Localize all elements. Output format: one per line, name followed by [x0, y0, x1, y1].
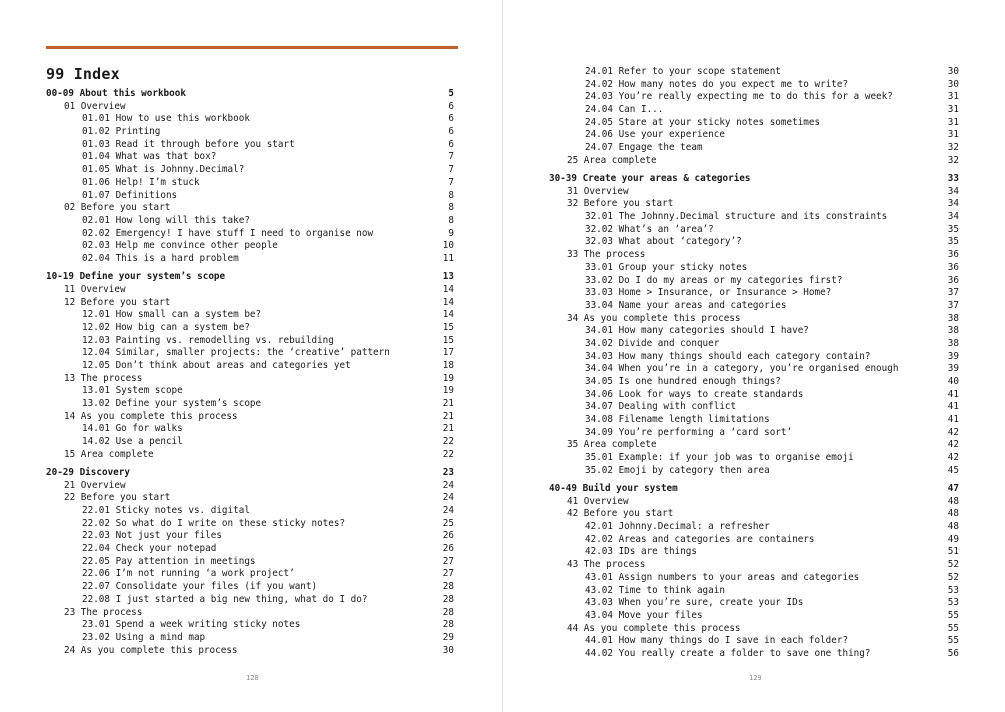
index-id-entry	[46, 240, 454, 253]
index-id-entry	[549, 648, 959, 661]
entry-page-number: 6	[448, 138, 454, 150]
entry-label: 12.05 Don’t think about areas and categories yet	[82, 359, 351, 371]
entry-page-number: 35	[947, 223, 959, 235]
index-category-entry	[46, 373, 454, 386]
header-rule	[46, 46, 458, 49]
entry-page-number: 28	[442, 619, 454, 631]
index-id-entry	[46, 581, 454, 594]
index-id-entry	[46, 322, 454, 335]
index-id-entry	[549, 262, 959, 275]
entry-label: 02 Before you start	[64, 202, 171, 214]
entry-page-number: 36	[947, 261, 959, 273]
index-area-entry	[46, 271, 454, 284]
index-id-entry	[46, 632, 454, 645]
index-id-entry	[549, 521, 959, 534]
entry-label: 32.03 What about ‘category’?	[585, 236, 742, 248]
entry-label: 33.01 Group your sticky notes	[585, 261, 748, 273]
index-id-entry	[46, 151, 454, 164]
index-id-entry	[549, 401, 959, 414]
entry-label: 02.02 Emergency! I have stuff I need to organise now	[82, 227, 374, 239]
entry-label: 24.04 Can I...	[585, 104, 664, 116]
entry-label: 01.01 How to use this workbook	[82, 113, 250, 125]
entry-page-number: 33	[947, 173, 959, 184]
entry-page-number: 21	[442, 423, 454, 435]
entry-label: 32 Before you start	[567, 198, 674, 210]
entry-page-number: 34	[947, 185, 959, 197]
index-id-entry	[46, 309, 454, 322]
index-id-entry	[549, 287, 959, 300]
entry-page-number: 42	[947, 426, 959, 438]
entry-label: 42.01 Johnny.Decimal: a refresher	[585, 521, 770, 533]
entry-label: 01.05 What is Johnny.Decimal?	[82, 164, 245, 176]
entry-page-number: 53	[947, 597, 959, 609]
entry-page-number: 55	[947, 622, 959, 634]
entry-label: 24.02 How many notes do you expect me to write?	[585, 78, 849, 90]
index-category-entry	[46, 492, 454, 505]
entry-label: 34 As you complete this process	[567, 312, 741, 324]
entry-page-number: 23	[442, 466, 454, 478]
entry-page-number: 30	[442, 644, 454, 656]
entry-label: 25 Area complete	[567, 154, 657, 166]
entry-label: 01.03 Read it through before you start	[82, 138, 295, 150]
entry-label: 34.03 How many things should each category contain?	[585, 350, 871, 362]
index-id-entry	[549, 104, 959, 117]
entry-page-number: 28	[442, 581, 454, 593]
index-id-entry	[549, 300, 959, 313]
index-category-entry	[549, 198, 959, 211]
index-id-entry	[46, 228, 454, 241]
entry-label: 21 Overview	[64, 479, 126, 491]
index-id-entry	[46, 177, 454, 190]
index-category-entry	[46, 645, 454, 658]
entry-label: 01.07 Definitions	[82, 189, 178, 201]
entry-label: 00-09 About this workbook	[46, 88, 186, 99]
entry-label: 43.03 When you’re sure, create your IDs	[585, 597, 804, 609]
index-id-entry	[549, 452, 959, 465]
entry-page-number: 25	[442, 517, 454, 529]
entry-page-number: 17	[442, 347, 454, 359]
entry-page-number: 27	[442, 555, 454, 567]
index-id-entry	[549, 79, 959, 92]
index-id-entry	[549, 338, 959, 351]
entry-label: 35.02 Emoji by category then area	[585, 464, 770, 476]
entry-label: 44 As you complete this process	[567, 622, 741, 634]
entry-label: 22.01 Sticky notes vs. digital	[82, 505, 250, 516]
entry-label: 23 The process	[64, 606, 143, 618]
entry-label: 32.01 The Johnny.Decimal structure and its constraints	[585, 211, 888, 223]
index-title: 99 Index	[46, 65, 120, 83]
page-number: 128	[246, 674, 259, 682]
entry-label: 34.07 Dealing with conflict	[585, 401, 737, 413]
entry-label: 33 The process	[567, 249, 646, 261]
entry-label: 30-39 Create your areas & categories	[549, 173, 751, 184]
entry-page-number: 6	[448, 100, 454, 112]
entry-page-number: 31	[947, 91, 959, 103]
entry-page-number: 37	[947, 299, 959, 311]
entry-label: 01.04 What was that box?	[82, 151, 217, 163]
index-category-entry	[46, 202, 454, 215]
entry-label: 34.09 You’re performing a ‘card sort’	[585, 426, 793, 438]
index-id-entry	[549, 389, 959, 402]
entry-page-number: 7	[448, 176, 454, 188]
entry-page-number: 15	[442, 321, 454, 333]
entry-label: 13.02 Define your system’s scope	[82, 398, 262, 409]
index-id-entry	[549, 224, 959, 237]
entry-page-number: 18	[442, 359, 454, 371]
index-id-entry	[46, 505, 454, 518]
index-id-entry	[549, 236, 959, 249]
index-id-entry	[46, 190, 454, 203]
entry-page-number: 31	[947, 116, 959, 128]
index-category-entry	[549, 155, 959, 168]
entry-label: 02.01 How long will this take?	[82, 214, 250, 226]
index-category-entry	[549, 313, 959, 326]
entry-label: 24.05 Stare at your sticky notes sometimes	[585, 116, 821, 128]
entry-page-number: 7	[448, 164, 454, 176]
index-id-entry	[46, 253, 454, 266]
entry-page-number: 19	[442, 385, 454, 397]
entry-label: 12.02 How big can a system be?	[82, 321, 250, 333]
entry-page-number: 30	[947, 78, 959, 90]
index-id-entry	[46, 436, 454, 449]
index-category-entry	[46, 297, 454, 310]
entry-label: 14 As you complete this process	[64, 410, 238, 422]
entry-page-number: 22	[442, 448, 454, 460]
entry-page-number: 26	[442, 530, 454, 542]
entry-label: 34.04 When you’re in a category, you’re organised enough	[585, 363, 899, 375]
entry-page-number: 35	[947, 236, 959, 248]
index-id-entry	[549, 351, 959, 364]
index-category-entry	[46, 411, 454, 424]
index-area-entry	[549, 483, 959, 496]
entry-page-number: 41	[947, 388, 959, 400]
index-category-entry	[46, 607, 454, 620]
index-id-entry	[549, 376, 959, 389]
index-id-entry	[46, 126, 454, 139]
entry-page-number: 5	[448, 88, 454, 99]
entry-page-number: 8	[448, 202, 454, 214]
entry-label: 32.02 What’s an ‘area’?	[585, 223, 714, 235]
entry-page-number: 28	[442, 606, 454, 618]
index-id-entry	[549, 585, 959, 598]
entry-page-number: 24	[442, 479, 454, 491]
entry-label: 22.07 Consolidate your files (if you want)	[82, 581, 318, 593]
entry-page-number: 8	[448, 214, 454, 226]
index-category-entry	[549, 496, 959, 509]
entry-page-number: 28	[442, 593, 454, 605]
entry-label: 22 Before you start	[64, 492, 171, 504]
entry-page-number: 39	[947, 363, 959, 375]
entry-page-number: 8	[448, 189, 454, 201]
entry-label: 43 The process	[567, 559, 646, 571]
entry-label: 34.01 How many categories should I have?	[585, 325, 809, 337]
entry-label: 35 Area complete	[567, 439, 657, 451]
entry-label: 31 Overview	[567, 185, 629, 197]
index-id-entry	[46, 385, 454, 398]
entry-label: 22.04 Check your notepad	[82, 543, 217, 555]
entry-label: 22.03 Not just your files	[82, 530, 222, 542]
index-id-entry	[46, 556, 454, 569]
entry-page-number: 42	[947, 452, 959, 464]
entry-label: 24.06 Use your experience	[585, 129, 725, 141]
entry-page-number: 14	[442, 309, 454, 321]
entry-page-number: 55	[947, 635, 959, 647]
index-id-entry	[46, 215, 454, 228]
entry-page-number: 32	[947, 154, 959, 166]
entry-page-number: 32	[947, 142, 959, 154]
entry-label: 02.04 This is a hard problem	[82, 252, 239, 264]
page-number: 129	[749, 674, 762, 682]
entry-page-number: 14	[442, 283, 454, 295]
entry-label: 41 Overview	[567, 495, 629, 507]
entry-page-number: 42	[947, 439, 959, 451]
entry-label: 22.02 So what do I write on these sticky notes?	[82, 517, 346, 529]
entry-label: 35.01 Example: if your job was to organise emoji	[585, 452, 854, 464]
entry-label: 43.01 Assign numbers to your areas and categories	[585, 571, 860, 583]
index-list-left	[46, 88, 454, 657]
entry-label: 42.03 IDs are things	[585, 546, 697, 558]
index-category-entry	[549, 559, 959, 572]
index-id-entry	[46, 347, 454, 360]
index-id-entry	[549, 427, 959, 440]
entry-page-number: 15	[442, 334, 454, 346]
entry-page-number: 36	[947, 249, 959, 261]
index-category-entry	[549, 508, 959, 521]
entry-page-number: 37	[947, 287, 959, 299]
entry-label: 01.02 Printing	[82, 126, 161, 138]
index-category-entry	[46, 449, 454, 462]
entry-label: 42 Before you start	[567, 508, 674, 520]
entry-label: 22.05 Pay attention in meetings	[82, 555, 256, 567]
entry-page-number: 34	[947, 211, 959, 223]
index-list-right	[549, 66, 959, 661]
entry-page-number: 41	[947, 401, 959, 413]
index-id-entry	[46, 164, 454, 177]
entry-page-number: 13	[442, 271, 454, 283]
entry-page-number: 52	[947, 559, 959, 571]
entry-page-number: 40	[947, 376, 959, 387]
entry-page-number: 41	[947, 414, 959, 426]
entry-label: 34.06 Look for ways to create standards	[585, 388, 804, 400]
entry-label: 12.04 Similar, smaller projects: the ‘creative’ pattern	[82, 347, 390, 359]
index-id-entry	[549, 117, 959, 130]
entry-page-number: 52	[947, 571, 959, 583]
entry-page-number: 24	[442, 492, 454, 504]
entry-page-number: 49	[947, 533, 959, 545]
entry-page-number: 14	[442, 296, 454, 308]
index-category-entry	[549, 439, 959, 452]
index-id-entry	[549, 597, 959, 610]
entry-label: 24 As you complete this process	[64, 644, 238, 656]
index-category-entry	[549, 249, 959, 262]
index-id-entry	[46, 360, 454, 373]
entry-label: 14.01 Go for walks	[82, 423, 183, 435]
index-id-entry	[46, 594, 454, 607]
entry-page-number: 38	[947, 312, 959, 324]
entry-label: 42.02 Areas and categories are containers	[585, 533, 815, 545]
entry-label: 34.08 Filename length limitations	[585, 414, 770, 426]
index-id-entry	[549, 635, 959, 648]
entry-page-number: 31	[947, 129, 959, 141]
index-id-entry	[549, 414, 959, 427]
entry-label: 14.02 Use a pencil	[82, 436, 183, 448]
entry-label: 12.01 How small can a system be?	[82, 309, 262, 321]
entry-label: 40-49 Build your system	[549, 483, 678, 494]
index-id-entry	[46, 398, 454, 411]
entry-page-number: 48	[947, 521, 959, 533]
entry-label: 24.03 You’re really expecting me to do this for a week?	[585, 91, 893, 103]
index-id-entry	[549, 534, 959, 547]
entry-label: 01 Overview	[64, 100, 126, 112]
entry-page-number: 48	[947, 508, 959, 520]
entry-label: 43.02 Time to think again	[585, 584, 725, 596]
index-category-entry	[46, 480, 454, 493]
index-id-entry	[46, 139, 454, 152]
entry-page-number: 48	[947, 495, 959, 507]
index-area-entry	[549, 173, 959, 186]
index-id-entry	[46, 619, 454, 632]
index-id-entry	[549, 275, 959, 288]
entry-page-number: 24	[442, 505, 454, 516]
index-id-entry	[549, 129, 959, 142]
entry-label: 13.01 System scope	[82, 385, 183, 397]
entry-page-number: 7	[448, 151, 454, 163]
entry-label: 20-29 Discovery	[46, 466, 130, 478]
entry-page-number: 56	[947, 647, 959, 659]
index-area-entry	[46, 467, 454, 480]
entry-label: 01.06 Help! I’m stuck	[82, 176, 200, 188]
index-id-entry	[549, 91, 959, 104]
entry-label: 11 Overview	[64, 283, 126, 295]
entry-page-number: 21	[442, 410, 454, 422]
entry-label: 02.03 Help me convince other people	[82, 240, 278, 252]
entry-page-number: 27	[442, 568, 454, 580]
entry-label: 44.02 You really create a folder to save one thing?	[585, 647, 871, 659]
index-id-entry	[549, 610, 959, 623]
entry-page-number: 45	[947, 464, 959, 476]
entry-page-number: 51	[947, 546, 959, 558]
entry-label: 43.04 Move your files	[585, 609, 703, 621]
index-category-entry	[549, 186, 959, 199]
entry-page-number: 47	[947, 483, 959, 494]
index-id-entry	[46, 423, 454, 436]
entry-label: 15 Area complete	[64, 448, 154, 460]
entry-page-number: 11	[442, 252, 454, 264]
entry-page-number: 30	[947, 66, 959, 77]
index-id-entry	[549, 546, 959, 559]
entry-page-number: 19	[442, 372, 454, 384]
entry-label: 23.01 Spend a week writing sticky notes	[82, 619, 301, 631]
entry-page-number: 22	[442, 436, 454, 448]
entry-label: 23.02 Using a mind map	[82, 631, 206, 643]
index-id-entry	[549, 142, 959, 155]
entry-page-number: 6	[448, 113, 454, 125]
entry-label: 10-19 Define your system’s scope	[46, 271, 226, 283]
entry-page-number: 26	[442, 543, 454, 555]
index-id-entry	[46, 335, 454, 348]
entry-label: 44.01 How many things do I save in each folder?	[585, 635, 849, 647]
entry-label: 33.04 Name your areas and categories	[585, 299, 787, 311]
index-id-entry	[549, 363, 959, 376]
index-id-entry	[549, 325, 959, 338]
entry-page-number: 31	[947, 104, 959, 116]
entry-page-number: 10	[442, 240, 454, 252]
entry-label: 22.08 I just started a big new thing, what do I do?	[82, 593, 368, 605]
index-id-entry	[46, 113, 454, 126]
entry-label: 12 Before you start	[64, 296, 171, 308]
index-id-entry	[549, 465, 959, 478]
entry-page-number: 55	[947, 609, 959, 621]
entry-label: 22.06 I’m not running ‘a work project’	[82, 568, 295, 580]
entry-label: 13 The process	[64, 372, 143, 384]
entry-page-number: 29	[442, 631, 454, 643]
index-id-entry	[549, 572, 959, 585]
entry-label: 24.01 Refer to your scope statement	[585, 66, 781, 77]
index-area-entry	[46, 88, 454, 101]
index-category-entry	[46, 101, 454, 114]
entry-label: 24.07 Engage the team	[585, 142, 703, 154]
entry-page-number: 6	[448, 126, 454, 138]
index-id-entry	[549, 211, 959, 224]
left-page	[0, 0, 502, 712]
entry-page-number: 21	[442, 398, 454, 409]
entry-label: 33.02 Do I do my areas or my categories first?	[585, 274, 843, 286]
entry-page-number: 36	[947, 274, 959, 286]
entry-page-number: 34	[947, 198, 959, 210]
index-id-entry	[46, 568, 454, 581]
index-category-entry	[46, 284, 454, 297]
entry-label: 34.05 Is one hundred enough things?	[585, 376, 781, 387]
entry-page-number: 38	[947, 325, 959, 337]
index-id-entry	[549, 66, 959, 79]
index-id-entry	[46, 530, 454, 543]
right-page	[502, 0, 1005, 712]
entry-label: 12.03 Painting vs. remodelling vs. rebuilding	[82, 334, 334, 346]
index-category-entry	[549, 623, 959, 636]
entry-page-number: 38	[947, 337, 959, 349]
index-id-entry	[46, 518, 454, 531]
entry-page-number: 9	[448, 227, 454, 239]
index-id-entry	[46, 543, 454, 556]
entry-label: 34.02 Divide and conquer	[585, 337, 720, 349]
entry-page-number: 53	[947, 584, 959, 596]
entry-label: 33.03 Home > Insurance, or Insurance > Home?	[585, 287, 832, 299]
entry-page-number: 39	[947, 350, 959, 362]
